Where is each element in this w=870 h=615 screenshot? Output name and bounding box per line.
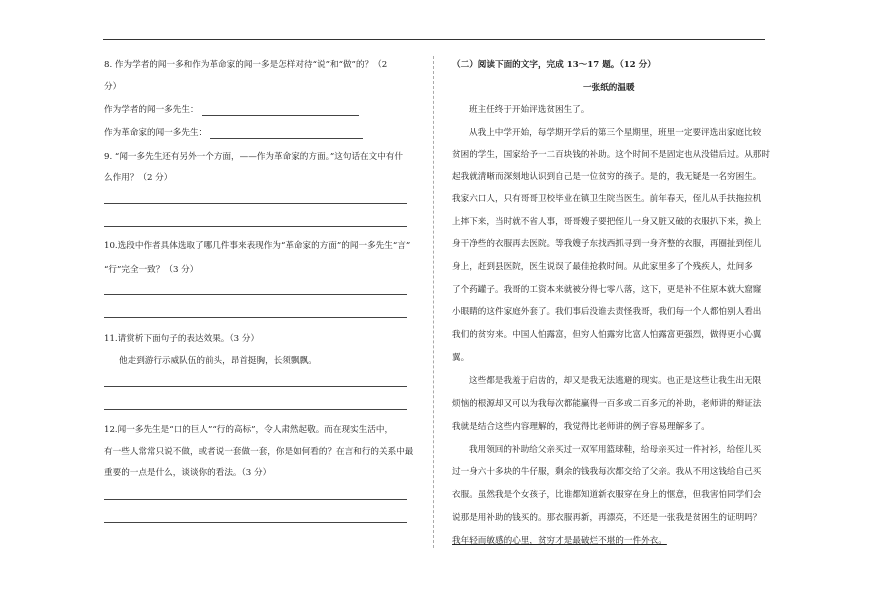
q12-answer-line2[interactable] <box>104 522 407 523</box>
q11-answer-line1[interactable] <box>104 386 407 387</box>
q8-field2-label: 作为革命家的闻一多先生： <box>104 128 208 138</box>
q10-answer-line2[interactable] <box>104 317 407 318</box>
article-line: 起我就清晰而深刻地认识到自己是一位贫穷的孩子。是的，我无疑是一名穷困生。 <box>452 172 762 182</box>
article-line: 我用领回的补助给父亲买过一双军用篮球鞋，给母亲买过一件衬衫，给侄儿买 <box>469 445 762 455</box>
article-line: 我们的贫穷来。中国人怕露富，但穷人怕露穷比富人怕露富更强烈，做得更小心翼 <box>452 330 762 340</box>
column-divider <box>433 56 434 548</box>
q9-answer-line2[interactable] <box>104 226 407 227</box>
q8-answer-line2[interactable] <box>210 138 363 139</box>
article-title: 一张纸的温暖 <box>583 83 635 93</box>
q11-text-line1: 11.请赏析下面句子的表达效果。（3 分） <box>104 334 260 344</box>
article-line: 烦恼的根源却又可以为我每次都能赢得一百多或二百多元的补助，老师讲的辩证法 <box>452 399 762 409</box>
article-line: 身上，赶到县医院，医生说误了最佳抢救时间。从此家里多了个残疾人，灶间多 <box>452 262 753 272</box>
q12-answer-line1[interactable] <box>104 499 407 500</box>
q8-field1-label: 作为学者的闻一多先生： <box>104 105 199 115</box>
q9-answer-line1[interactable] <box>104 203 407 204</box>
q12-text-line1: 12.闻一多先生是“口的巨人”“行的高标”，令人肃然起敬。而在现实生活中， <box>104 425 394 435</box>
q10-text-line1: 10.选段中作者具体选取了哪几件事来表现作为“革命家的方面”的闻一多先生“言” <box>104 241 411 251</box>
q11-quote: 他走到游行示威队伍的前头，昂首挺胸，长须飘飘。 <box>119 356 317 366</box>
q8-text-line1: 8. 作为学者的闻一多和作为革命家的闻一多是怎样对待“说”和“做”的？（2 <box>104 60 388 70</box>
article-line: 我就是结合这些内容理解的，我觉得比老师讲的例子容易理解多了。 <box>452 422 710 432</box>
article-line: 上摔下来，当时就不省人事，哥哥嫂子要把侄儿一身又脏又破的衣服扒下来，换上 <box>452 217 762 227</box>
q8-text-line2: 分） <box>104 82 122 92</box>
q10-text-line2: “行”完全一致？（3 分） <box>104 265 199 275</box>
article-line: 贫困的学生，国家给予一二百块钱的补助。这个时间不是固定也从没错后过。从那时 <box>452 150 770 160</box>
q8-answer-line1[interactable] <box>202 115 359 116</box>
article-line: 班主任终于开始评选贫困生了。 <box>469 105 590 115</box>
section-heading: （二）阅读下面的文字，完成 13～17 题。（12 分） <box>452 60 656 70</box>
article-line: 我家六口人，只有哥哥卫校毕业在镇卫生院当医生。前年春天，侄儿从手扶拖拉机 <box>452 194 762 204</box>
article-line: 小眼睛的这件家庭外套了。我们事后没谁去责怪我哥，我们每一个人都怕别人看出 <box>452 307 762 317</box>
q9-text-line2: 么作用？（2 分） <box>104 173 173 183</box>
article-line: 身干净些的衣服再去医院。等我嫂子东找西抓寻到一身齐整的衣服，再圈扯到侄儿 <box>452 239 762 249</box>
article-line: 说那是用补助的钱买的。那衣服再新，再漂亮，不还是一张我是贫困生的证明吗？ <box>452 513 762 523</box>
q12-text-line3: 重要的一点是什么，谈谈你的看法。（3 分） <box>104 468 272 478</box>
article-line: 衣服。虽然我是个女孩子，比谁都知道新衣服穿在身上的惬意，但我害怕同学们会 <box>452 490 762 500</box>
article-line-underlined: 我年轻而敏感的心里，贫穷才是最破烂不堪的一件外衣。 <box>452 536 667 546</box>
top-rule <box>103 39 765 40</box>
article-line: 过一身六十多块的牛仔服，剩余的钱我每次都交给了父亲。我从不用这钱给自己买 <box>452 467 762 477</box>
article-line: 从我上中学开始，每学期开学后的第三个星期里，班里一定要评选出家庭比较 <box>469 128 762 138</box>
article-line: 这些都是我羞于启齿的，却又是我无法逃避的现实。也正是这些让我生出无限 <box>469 376 762 386</box>
article-line: 翼。 <box>452 353 470 363</box>
q11-answer-line2[interactable] <box>104 409 407 410</box>
q9-text-line1: 9. “闻一多先生还有另外一个方面，——作为革命家的方面。”这句话在文中有什 <box>104 152 404 162</box>
q10-answer-line1[interactable] <box>104 294 407 295</box>
article-line: 了个药罐子。我哥的工资本来就被分得七零八落，这下，更是补不住原本就大窟窿 <box>452 285 762 295</box>
q12-text-line2: 有一些人常常只说不做，或者说一套做一套，你是如何看的？在言和行的关系中最 <box>104 447 414 457</box>
